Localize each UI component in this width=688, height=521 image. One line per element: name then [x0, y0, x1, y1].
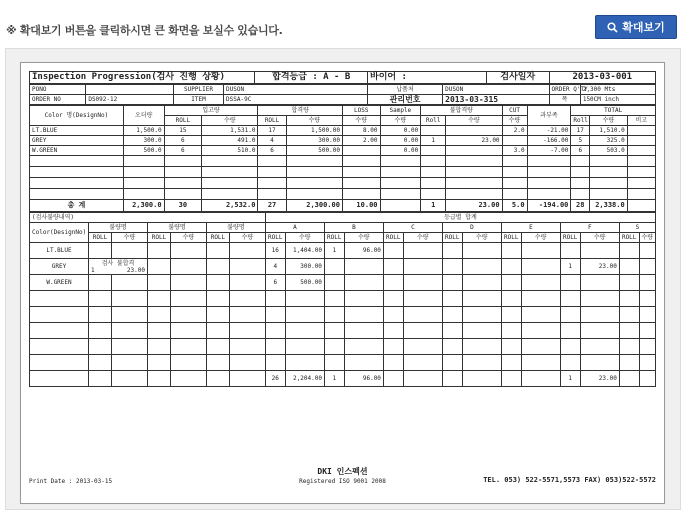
total-b-roll: 1: [324, 371, 344, 387]
table-row: [30, 146, 656, 156]
sample-cell: 0.00: [380, 126, 421, 136]
sub-qty: 수량: [344, 233, 383, 243]
order-cell: 1,500.0: [123, 126, 164, 136]
pono-label: PONO: [30, 85, 86, 95]
sub-qty: 수량: [380, 116, 421, 126]
sub-qty: 수량: [170, 233, 206, 243]
cut-cell: 2.0: [502, 126, 527, 136]
sub-roll: Roll: [421, 116, 446, 126]
in-roll-cell: 6: [164, 146, 202, 156]
grade-b-roll: 1: [324, 243, 344, 259]
report-info: [29, 84, 656, 105]
col-grade-f: F: [560, 223, 619, 233]
grade-b-qty: 96.00: [344, 243, 383, 259]
col-color2: Color(DesignNo): [30, 223, 89, 243]
def-roll-cell: [421, 146, 446, 156]
vendor-label: 납품처: [368, 85, 443, 95]
sub-remark: 비고: [627, 116, 655, 126]
shortage-cell: -166.00: [527, 136, 571, 146]
color-cell: LT.BLUE: [30, 126, 124, 136]
width-label: 폭: [549, 95, 580, 105]
width-value: 150CM inch: [580, 95, 655, 105]
magnifier-icon: [607, 22, 618, 33]
total-f-roll: 1: [560, 371, 580, 387]
defect-section-label: (검사불량내역): [30, 213, 266, 223]
total-def-roll: 1: [421, 200, 446, 212]
sub-roll: ROLL: [442, 233, 462, 243]
inspect-date: 2013-03-001: [549, 72, 655, 84]
loss-cell: [342, 146, 380, 156]
col-grade-c: C: [383, 223, 442, 233]
sub-qty: 수량: [639, 233, 655, 243]
vendor-value: DUSON: [443, 85, 549, 95]
def-qty-cell: 23.00: [446, 136, 502, 146]
total-shortage: -194.00: [527, 200, 571, 212]
order-no-value: DS092-12: [86, 95, 174, 105]
shortage-cell: -21.00: [527, 126, 571, 136]
col-defect-name: 불량명: [147, 223, 206, 233]
cut-cell: [502, 136, 527, 146]
sub-roll: ROLL: [619, 233, 639, 243]
order-cell: 300.0: [123, 136, 164, 146]
sub-roll: Roll: [571, 116, 590, 126]
cut-cell: 3.0: [502, 146, 527, 156]
tot-roll-cell: 5: [571, 136, 590, 146]
in-qty-cell: 491.0: [202, 136, 258, 146]
in-qty-cell: 510.0: [202, 146, 258, 156]
sub-qty: 수량: [462, 233, 501, 243]
tot-qty-cell: 1,510.0: [590, 126, 628, 136]
order-qty-label: ORDER Q'TY: [549, 85, 580, 95]
defect-entry: [89, 259, 148, 275]
buyer-label: 바이어 :: [368, 72, 487, 84]
sub-roll: ROLL: [164, 116, 202, 126]
report-title: Inspection Progression(검사 진행 상황): [30, 72, 255, 84]
pass-qty-cell: 1,500.00: [286, 126, 342, 136]
pass-qty-cell: 300.00: [286, 136, 342, 146]
sub-roll: ROLL: [324, 233, 344, 243]
col-grade-d: D: [442, 223, 501, 233]
tot-roll-cell: 6: [571, 146, 590, 156]
sub-roll: ROLL: [560, 233, 580, 243]
total-f-qty: 23.00: [580, 371, 619, 387]
table-row: [30, 275, 656, 291]
grade-a-qty: 500.00: [285, 275, 324, 291]
col-total: TOTAL: [571, 106, 656, 116]
grade-a-qty: 300.00: [285, 259, 324, 275]
total-pass-qty: 2,300.00: [286, 200, 342, 212]
col-pass: 합격량: [258, 106, 342, 116]
color-cell: W.GREEN: [30, 275, 89, 291]
print-date: Print Date : 2013-03-15: [29, 478, 113, 485]
item-value: DSSA-9C: [224, 95, 368, 105]
pass-roll-cell: 6: [258, 146, 286, 156]
total-a-qty: 2,204.00: [285, 371, 324, 387]
total-tot-qty: 2,338.0: [590, 200, 628, 212]
col-grade-e: E: [501, 223, 560, 233]
supplier-value: DUSON: [224, 85, 368, 95]
sub-qty: 수량: [229, 233, 265, 243]
contact-info: TEL. 053) 522-5571,5573 FAX) 053)522-5572: [483, 476, 656, 484]
report-footer: [29, 462, 656, 490]
total-cut: 5.0: [502, 200, 527, 212]
pass-roll-cell: 17: [258, 126, 286, 136]
order-qty-value: 2,300 Mts: [580, 85, 655, 95]
total-pass-roll: 27: [258, 200, 286, 212]
color-cell: GREY: [30, 136, 124, 146]
grade-label: 합격등급 : A - B: [255, 72, 368, 84]
total-in-qty: 2,532.0: [202, 200, 258, 212]
grade-f-roll: 1: [560, 259, 580, 275]
col-grade-a: A: [265, 223, 324, 233]
sub-roll: ROLL: [89, 233, 112, 243]
sub-qty: 수량: [446, 116, 502, 126]
supplier-label: SUPPLIER: [173, 85, 223, 95]
sub-roll: ROLL: [147, 233, 170, 243]
order-cell: 500.0: [123, 146, 164, 156]
company-name: DKI 인스펙션: [317, 467, 368, 476]
sub-qty: 수량: [403, 233, 442, 243]
col-defect: 불합격량: [421, 106, 502, 116]
grade-total-row: [30, 371, 656, 387]
total-row: [30, 200, 656, 212]
color-cell: W.GREEN: [30, 146, 124, 156]
inspection-report: [20, 62, 665, 504]
table-row: [30, 136, 656, 146]
loss-cell: 2.00: [342, 136, 380, 146]
def-roll-cell: [421, 126, 446, 136]
order-no-label: ORDER NO: [30, 95, 86, 105]
color-cell: LT.BLUE: [30, 243, 89, 259]
pass-qty-cell: 500.00: [286, 146, 342, 156]
sub-qty: 수량: [521, 233, 560, 243]
mgmt-label: 관리번호: [368, 95, 443, 105]
total-order: 2,300.0: [123, 200, 164, 212]
col-color: Color 명(DesignNo): [30, 106, 124, 126]
grade-total-label: 등급별 합계: [265, 213, 655, 223]
def-qty-cell: [446, 126, 502, 136]
sub-qty: 수량: [202, 116, 258, 126]
report-header: [29, 71, 656, 84]
defect-grade-table: [29, 212, 656, 387]
in-qty-cell: 1,531.0: [202, 126, 258, 136]
defect-roll: 1: [91, 267, 95, 274]
col-incoming: 입고량: [164, 106, 258, 116]
shortage-cell: -7.00: [527, 146, 571, 156]
col-cut: CUT: [502, 106, 527, 116]
grade-a-qty: 1,404.00: [285, 243, 324, 259]
defect-label: 검사 불합격: [101, 260, 135, 267]
sample-cell: 0.00: [380, 146, 421, 156]
zoom-button-label: 확대보기: [622, 21, 665, 34]
total-b-qty: 96.00: [344, 371, 383, 387]
inspect-date-label: 검사일자: [486, 72, 549, 84]
notice-text: ※ 확대보기 버튼을 클릭하시면 큰 화면을 보실수 있습니다.: [6, 24, 283, 37]
pass-roll-cell: 4: [258, 136, 286, 146]
sub-qty: 수량: [590, 116, 628, 126]
color-cell: GREY: [30, 259, 89, 275]
sub-roll: ROLL: [501, 233, 521, 243]
loss-cell: 8.00: [342, 126, 380, 136]
sub-roll: ROLL: [383, 233, 403, 243]
col-shortage: 과부족: [527, 106, 571, 126]
total-a-roll: 26: [265, 371, 285, 387]
grade-a-roll: 6: [265, 275, 285, 291]
def-roll-cell: 1: [421, 136, 446, 146]
zoom-button[interactable]: [595, 15, 677, 39]
tot-qty-cell: 325.0: [590, 136, 628, 146]
col-grade-b: B: [324, 223, 383, 233]
total-def-qty: 23.00: [446, 200, 502, 212]
sub-qty: 수량: [342, 116, 380, 126]
sub-qty: 수량: [502, 116, 527, 126]
grade-a-roll: 4: [265, 259, 285, 275]
sub-roll: ROLL: [258, 116, 286, 126]
sample-cell: 0.00: [380, 136, 421, 146]
tot-qty-cell: 503.0: [590, 146, 628, 156]
col-defect-name: 불량명: [89, 223, 148, 233]
table-row: [30, 243, 656, 259]
total-label: 총 계: [30, 200, 124, 212]
def-qty-cell: [446, 146, 502, 156]
col-order: 오더량: [123, 106, 164, 126]
tot-roll-cell: 17: [571, 126, 590, 136]
defect-qty: 23.00: [126, 267, 145, 274]
sub-roll: ROLL: [206, 233, 229, 243]
in-roll-cell: 6: [164, 136, 202, 146]
col-sample: Sample: [380, 106, 421, 116]
sub-qty: 수량: [286, 116, 342, 126]
total-in-roll: 30: [164, 200, 202, 212]
sub-qty: 수량: [580, 233, 619, 243]
sub-roll: ROLL: [265, 233, 285, 243]
in-roll-cell: 15: [164, 126, 202, 136]
sub-qty: 수량: [285, 233, 324, 243]
iso-registration: Registered ISO 9001 2008: [299, 478, 386, 485]
total-loss: 10.00: [342, 200, 380, 212]
grade-a-roll: 16: [265, 243, 285, 259]
col-defect-name: 불량명: [206, 223, 265, 233]
sub-qty: 수량: [111, 233, 147, 243]
total-tot-roll: 28: [571, 200, 590, 212]
col-grade-s: S: [619, 223, 655, 233]
col-loss: LOSS: [342, 106, 380, 116]
progress-table: [29, 105, 656, 212]
item-label: ITEM: [173, 95, 223, 105]
grade-f-qty: 23.00: [580, 259, 619, 275]
table-row: [30, 259, 656, 275]
mgmt-value: 2013-03-315: [443, 95, 549, 105]
table-row: [30, 126, 656, 136]
